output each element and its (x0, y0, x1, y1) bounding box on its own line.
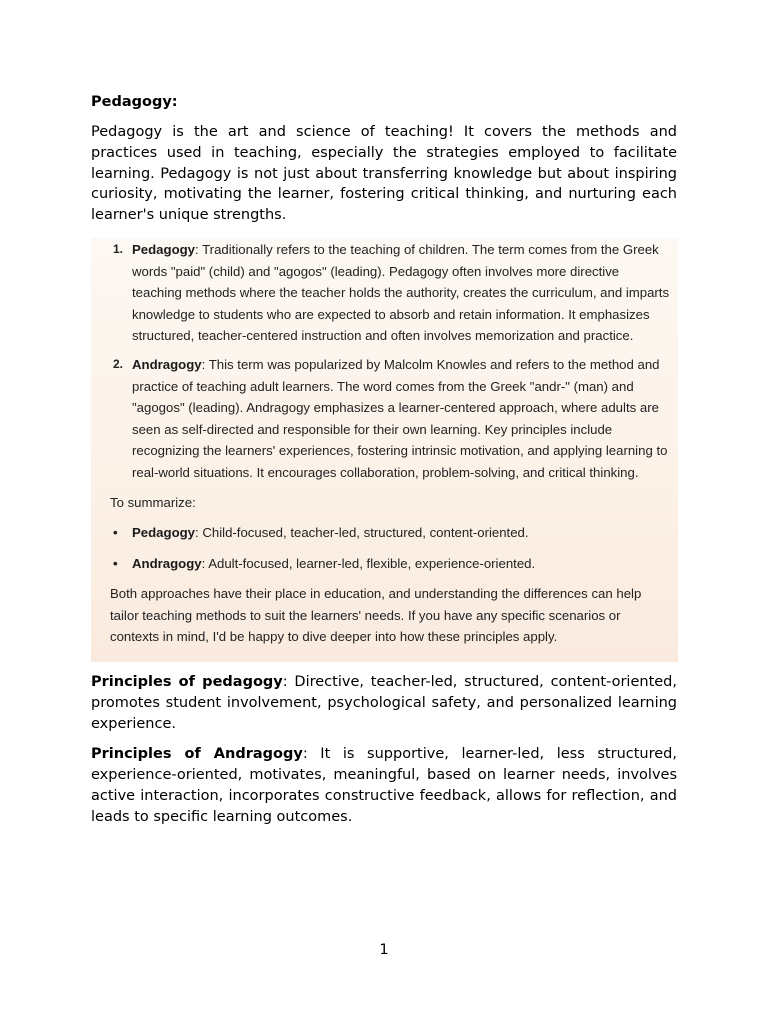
list-number: 2. (113, 356, 124, 371)
list-item-pedagogy (110, 239, 670, 347)
definition-list (110, 239, 670, 484)
principles-pedagogy-text: : Directive, teacher-led, structured, content-oriented, promotes student involvement, psychological safety, and personalized learning experience. (91, 674, 677, 732)
principles-andragogy-paragraph (91, 744, 677, 827)
summary-item-andragogy (110, 553, 670, 575)
page-number: 1 (379, 942, 389, 958)
principles-andragogy-text: : It is supportive, learner-led, less structured, experience-oriented, motivates, meaningful, based on learner needs, involves active interaction, incorporates constructive feedback, allows for reflection, and leads to specific learning outcomes. (91, 746, 677, 825)
summary-item-pedagogy (110, 522, 670, 544)
closing-paragraph: Both approaches have their place in education, and understanding the differences can help tailor teaching methods to suit the learners' needs. If you have any specific scenarios or contexts in mind, I'd be happy to dive deeper into how these principles apply. (110, 586, 642, 645)
term-andragogy: Andragogy (132, 356, 202, 372)
bullet-icon: • (113, 555, 118, 571)
bullet-icon: • (113, 525, 118, 541)
embedded-screenshot-excerpt (91, 238, 678, 662)
document-page (91, 92, 677, 828)
definition-text: : This term was popularized by Malcolm Knowles and refers to the method and practice of teaching adult learners. The word comes from the Greek "andr-" (man) and "agogos" (leading). Andragogy emphasizes a learner-centered approach, where adults are seen as self-directed and responsible for their own learning. Key principles include recognizing the learners' experiences, fostering intrinsic motivation, and applying learning to real-world situations. It encourages collaboration, problem-solving, and critical thinking. (132, 356, 668, 480)
section-heading: Pedagogy: (91, 94, 178, 110)
intro-paragraph: Pedagogy is the art and science of teaching! It covers the methods and practices used in teaching, especially the strategies employed to facilitate learning. Pedagogy is not just about transferring knowledge but about inspiring curiosity, motivating the learner, fostering critical thinking, and nurturing each learner's unique strengths. (91, 124, 677, 224)
principles-pedagogy-label: Principles of pedagogy (91, 674, 283, 691)
summary-term: Pedagogy (132, 525, 196, 541)
summary-list (110, 522, 670, 574)
principles-pedagogy-paragraph (91, 672, 677, 734)
summary-intro: To summarize: (110, 494, 196, 510)
list-item-andragogy (110, 354, 670, 484)
list-number: 1. (113, 241, 124, 256)
summary-term: Andragogy (132, 555, 202, 571)
principles-andragogy-label: Principles of Andragogy (91, 746, 303, 763)
term-pedagogy: Pedagogy (132, 241, 196, 257)
definition-text: : Traditionally refers to the teaching of children. The term comes from the Greek words "paid" (child) and "agogos" (leading). Pedagogy often involves more directive teaching methods where the teacher holds the authority, creates the curriculum, and imparts knowledge to students who are expected to absorb and retain information. It emphasizes structured, teacher-centered instruction and often involves memorization and practice. (132, 241, 670, 344)
summary-text: : Child-focused, teacher-led, structured, content-oriented. (195, 525, 529, 541)
summary-text: : Adult-focused, learner-led, flexible, experience-oriented. (201, 555, 536, 571)
